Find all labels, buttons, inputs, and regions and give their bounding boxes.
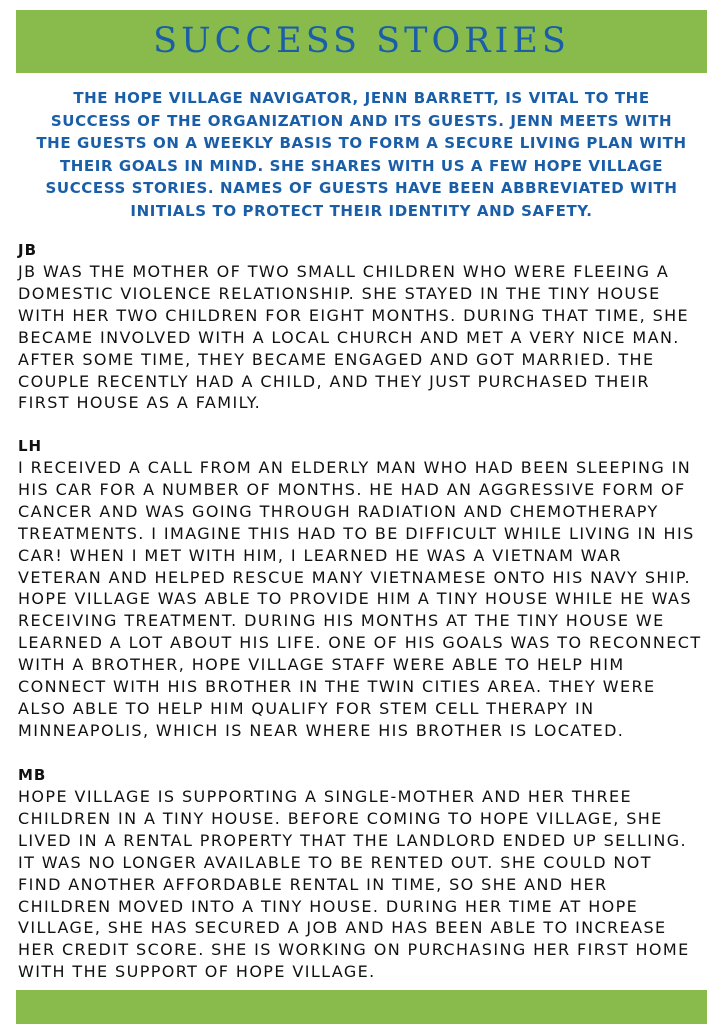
story-body: [18, 261, 718, 414]
story-line: HOPE VILLAGE IS SUPPORTING A SINGLE-MOTHER AND HER THREE: [18, 787, 632, 806]
story-line: BECAME INVOLVED WITH A LOCAL CHURCH AND MET A VERY NICE MAN.: [18, 327, 680, 347]
intro-text: [16, 87, 707, 223]
intro-line: SUCCESS STORIES. NAMES OF GUESTS HAVE BEEN ABBREVIATED WITH: [45, 179, 678, 198]
story-line: RECEIVING TREATMENT. DURING HIS MONTHS AT THE TINY HOUSE WE: [18, 611, 665, 631]
story-line: WITH A BROTHER, HOPE VILLAGE STAFF WERE ABLE TO HELP HIM: [18, 655, 625, 675]
story-line: IT WAS NO LONGER AVAILABLE TO BE RENTED OUT. SHE COULD NOT: [18, 852, 652, 872]
story-lh: [18, 435, 718, 742]
story-line: CAR! WHEN I MET WITH HIM, I LEARNED HE WAS A VIETNAM WAR: [18, 545, 623, 565]
intro-line: THE GUESTS ON A WEEKLY BASIS TO FORM A SECURE LIVING PLAN WITH: [36, 134, 687, 153]
story-line: HOPE VILLAGE WAS ABLE TO PROVIDE HIM A TINY HOUSE WHILE HE WAS: [18, 589, 692, 609]
story-mb: [18, 764, 718, 983]
story-line: JB WAS THE MOTHER OF TWO SMALL CHILDREN WHO WERE FLEEING A: [18, 262, 670, 281]
footer-banner: [16, 990, 707, 1024]
intro-line: INITIALS TO PROTECT THEIR IDENTITY AND SAFETY.: [130, 201, 593, 220]
story-initials: LH: [18, 437, 43, 455]
story-line: ALSO ABLE TO HELP HIM QUALIFY FOR STEM CELL THERAPY IN: [18, 698, 595, 718]
page-title: SUCCESS STORIES: [153, 21, 570, 61]
story-line: VETERAN AND HELPED RESCUE MANY VIETNAMESE ONTO HIS NAVY SHIP.: [18, 567, 691, 587]
intro-line: SUCCESS OF THE ORGANIZATION AND ITS GUESTS. JENN MEETS WITH: [50, 111, 673, 130]
story-line: CHILDREN MOVED INTO A TINY HOUSE. DURING HER TIME AT HOPE: [18, 896, 639, 916]
header-banner: [16, 10, 707, 73]
story-line: MINNEAPOLIS, WHICH IS NEAR WHERE HIS BROTHER IS LOCATED.: [18, 720, 625, 740]
story-line: COUPLE RECENTLY HAD A CHILD, AND THEY JUST PURCHASED THEIR: [18, 371, 650, 391]
intro-line: THEIR GOALS IN MIND. SHE SHARES WITH US A FEW HOPE VILLAGE: [59, 156, 664, 175]
intro-line: THE HOPE VILLAGE NAVIGATOR, JENN BARRETT, IS VITAL TO THE: [73, 89, 650, 107]
story-line: VILLAGE, SHE HAS SECURED A JOB AND HAS BEEN ABLE TO INCREASE: [18, 918, 667, 938]
story-line: FIRST HOUSE AS A FAMILY.: [18, 393, 262, 413]
story-initials: MB: [18, 766, 47, 784]
story-line: CONNECT WITH HIS BROTHER IN THE TWIN CITIES AREA. THEY WERE: [18, 677, 656, 697]
story-body: [18, 457, 718, 742]
story-line: HER CREDIT SCORE. SHE IS WORKING ON PURCHASING HER FIRST HOME: [18, 940, 690, 960]
story-line: LIVED IN A RENTAL PROPERTY THAT THE LANDLORD ENDED UP SELLING.: [18, 830, 688, 850]
story-line: DOMESTIC VIOLENCE RELATIONSHIP. SHE STAYED IN THE TINY HOUSE: [18, 283, 661, 303]
story-line: LEARNED A LOT ABOUT HIS LIFE. ONE OF HIS GOALS WAS TO RECONNECT: [18, 633, 702, 653]
story-line: WITH HER TWO CHILDREN FOR EIGHT MONTHS. DURING THAT TIME, SHE: [18, 305, 690, 325]
story-line: TREATMENTS. I IMAGINE THIS HAD TO BE DIFFICULT WHILE LIVING IN HIS: [18, 523, 695, 543]
story-line: I RECEIVED A CALL FROM AN ELDERLY MAN WHO HAD BEEN SLEEPING IN: [18, 458, 692, 477]
story-line: FIND ANOTHER AFFORDABLE RENTAL IN TIME, SO SHE AND HER: [18, 874, 608, 894]
story-line: AFTER SOME TIME, THEY BECAME ENGAGED AND GOT MARRIED. THE: [18, 349, 655, 369]
story-line: CANCER AND WAS GOING THROUGH RADIATION AND CHEMOTHERAPY: [18, 501, 659, 521]
story-line: CHILDREN IN A TINY HOUSE. BEFORE COMING TO HOPE VILLAGE, SHE: [18, 808, 663, 828]
story-line: WITH THE SUPPORT OF HOPE VILLAGE.: [18, 962, 376, 982]
story-body: [18, 786, 718, 983]
story-jb: [18, 239, 718, 414]
story-line: HIS CAR FOR A NUMBER OF MONTHS. HE HAD AN AGGRESSIVE FORM OF: [18, 479, 686, 499]
story-initials: JB: [18, 241, 38, 259]
